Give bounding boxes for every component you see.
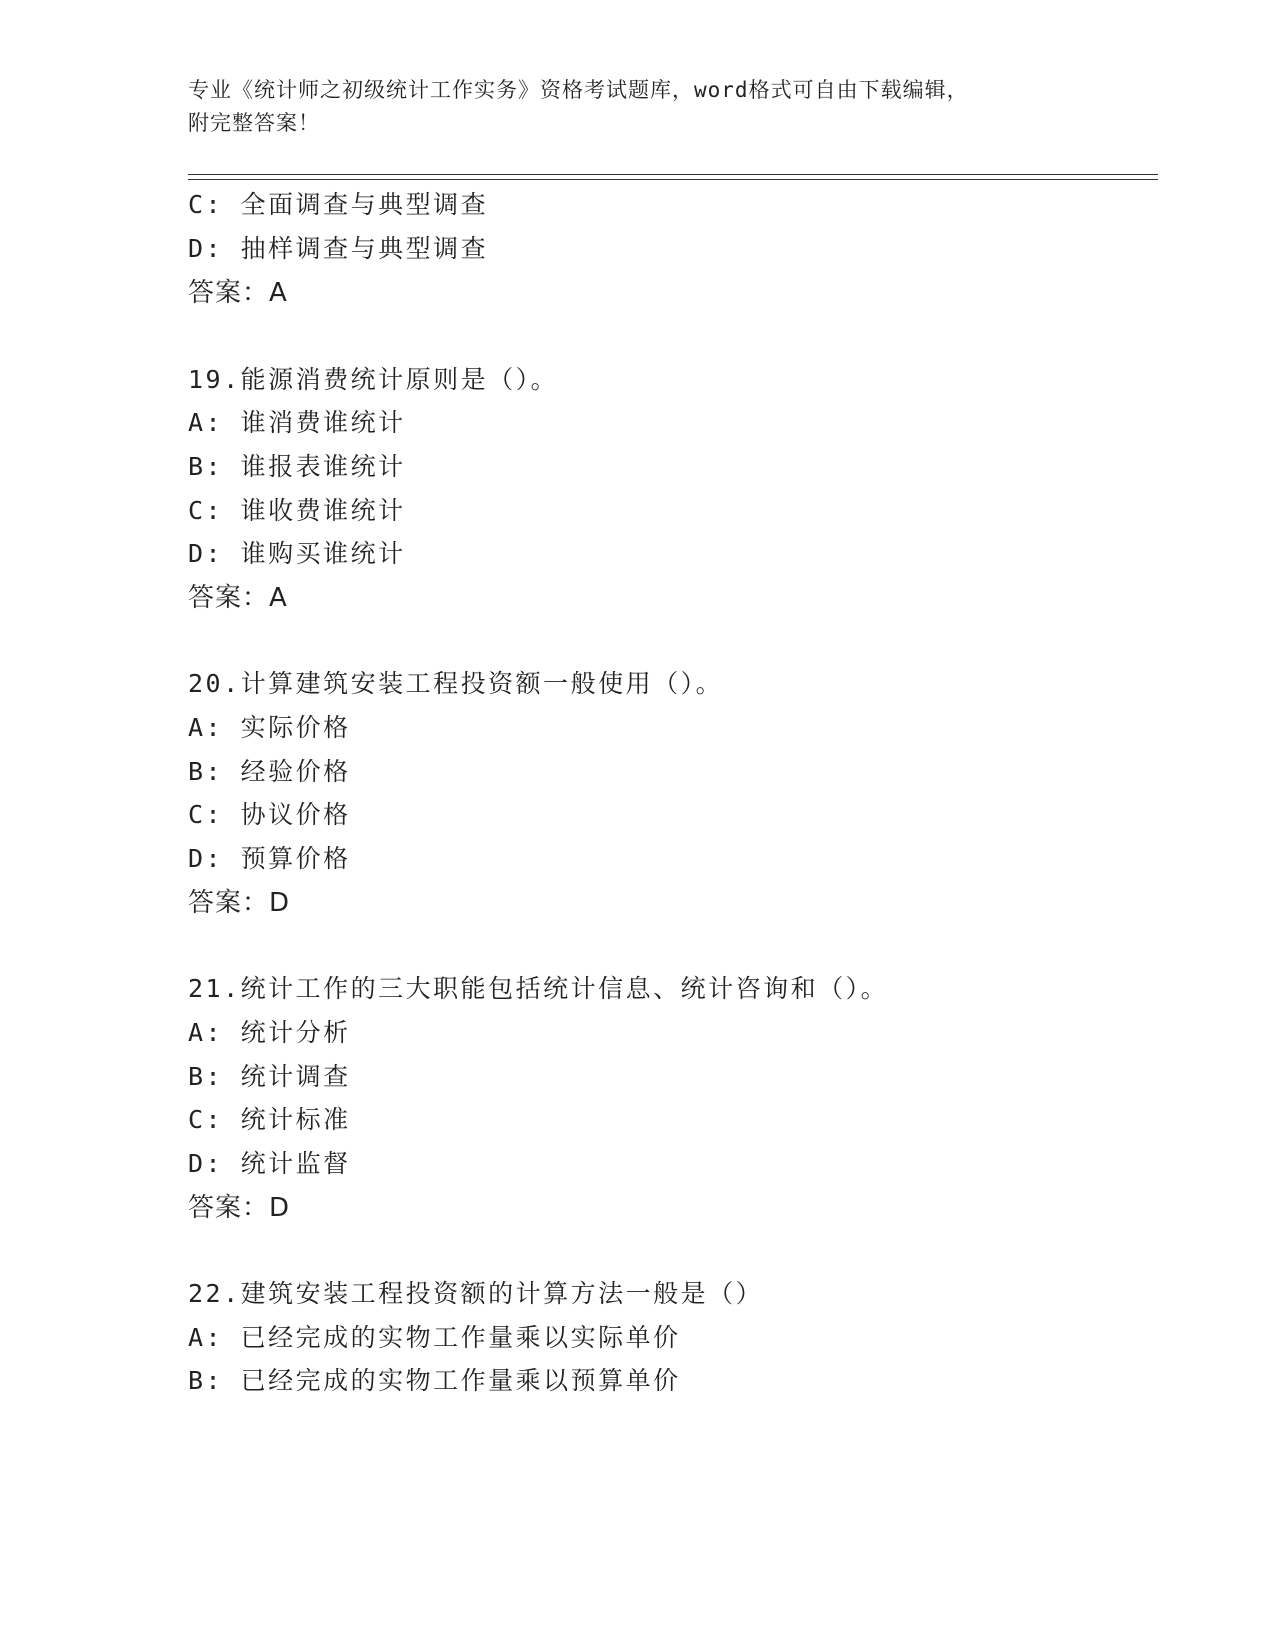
- question-19-option-d: D: 谁购买谁统计: [188, 539, 406, 568]
- question-22-option-a: A: 已经完成的实物工作量乘以实际单价: [188, 1323, 681, 1352]
- question-19-option-b: B: 谁报表谁统计: [188, 452, 406, 481]
- question-21-option-b: B: 统计调查: [188, 1062, 351, 1091]
- option-d-prev: D: 抽样调查与典型调查: [188, 234, 489, 263]
- question-20: 20.计算建筑安装工程投资额一般使用（）。: [188, 669, 724, 698]
- question-20-option-b: B: 经验价格: [188, 757, 351, 786]
- question-21-option-c: C: 统计标准: [188, 1105, 351, 1134]
- document-header: [188, 74, 1068, 140]
- header-line-1: 专业《统计师之初级统计工作实务》资格考试题库，word格式可自由下载编辑，: [188, 78, 969, 102]
- question-21: 21.统计工作的三大职能包括统计信息、统计咨询和（）。: [188, 974, 889, 1003]
- question-20-option-a: A: 实际价格: [188, 713, 351, 742]
- question-22-option-b: B: 已经完成的实物工作量乘以预算单价: [188, 1366, 681, 1395]
- question-21-option-d: D: 统计监督: [188, 1149, 351, 1178]
- question-20-option-c: C: 协议价格: [188, 800, 351, 829]
- answer-21: 答案：D: [188, 1193, 291, 1223]
- answer-19: 答案：A: [188, 583, 288, 613]
- option-c-prev: C: 全面调查与典型调查: [188, 190, 489, 219]
- answer-20: 答案：D: [188, 888, 291, 918]
- question-21-option-a: A: 统计分析: [188, 1018, 351, 1047]
- header-line-2: 附完整答案！: [188, 111, 320, 135]
- question-19-option-c: C: 谁收费谁统计: [188, 496, 406, 525]
- question-19: 19.能源消费统计原则是（）。: [188, 365, 559, 394]
- header-rule-bottom: [188, 179, 1158, 180]
- header-rule-top: [188, 174, 1158, 175]
- question-20-option-d: D: 预算价格: [188, 844, 351, 873]
- question-22: 22.建筑安装工程投资额的计算方法一般是（）: [188, 1279, 764, 1308]
- question-19-option-a: A: 谁消费谁统计: [188, 408, 406, 437]
- answer-18: 答案：A: [188, 278, 288, 308]
